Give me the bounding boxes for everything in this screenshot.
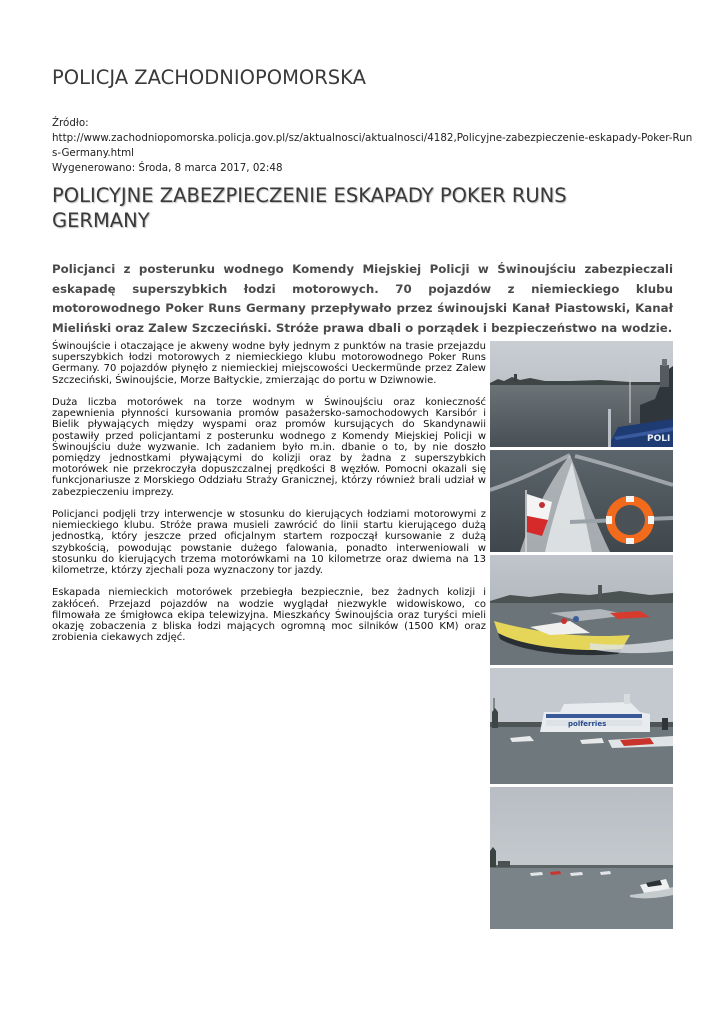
boat-wake-photo — [490, 450, 673, 552]
police-boat-photo — [490, 341, 673, 447]
source-url-line1[interactable]: http://www.zachodniopomorska.policja.gov.pl/sz/aktualnosci/aktualnosci/4182,Policyjne-zabezpieczenie-eskapady-Poker-Run — [52, 132, 693, 144]
article-paragraph-1: Świnoujście i otaczające je akweny wodne były jednym z punktów na trasie przejazdu superszybkich łodzi motorowych z niemieckiego klubu motorowodnego Poker Runs Germany. 70 pojazdów płynęło z niemieckiej miejscowości Ueckermünde przez Zalew Szczeciński, Świnoujście, Morze Bałtyckie, zmierzając do portu w Dziwnowie. — [52, 341, 486, 386]
article-title: POLICYJNE ZABEZPIECZENIE ESKAPADY POKER RUNS GERMANY — [52, 184, 567, 232]
police-boat-lettering — [647, 434, 670, 444]
speedboat-photo — [490, 555, 673, 665]
source-url-line2[interactable]: s-Germany.html — [52, 147, 135, 159]
source-url[interactable] — [52, 131, 693, 161]
svg-text:polferries: polferries — [568, 720, 607, 728]
article-body — [52, 341, 486, 655]
article-paragraph-3: Policjanci podjęli trzy interwencje w stosunku do kierujących łodziami motorowymi z niemieckiego klubu. Stróże prawa musieli zawrócić do linii startu kierującego dużą jednostką, który jeszcze przed oficjalnym startem rozpoczął kursowanie z dużą szybkością, powodując powstanie dużego falowania, ponadto interweniowali w stosunku do kierujących trzema motorówkami na 10 kilometrze oraz dwiema na 13 kilometrze, którzy zjechali poza wyznaczony tor jazdy. — [52, 509, 486, 577]
source-meta — [52, 116, 693, 176]
site-title: POLICJA ZACHODNIOPOMORSKA — [52, 66, 366, 89]
article-paragraph-2: Duża liczba motorówek na torze wodnym w Świnoujściu oraz konieczność zapewnienia płynności kursowania promów pasażersko-samochodowych Karsibór i Bielik pływających między wyspami oraz promów kursujących do Skandynawii postawiły przed policjantami z posterunku wodnego z Komendy Miejskiej Policji w Świnoujściu duże wyzwanie. Ich zadaniem było m.in. dbanie o to, by nie doszło pomiędzy jednostkami pływającymi do kolizji oraz by żadna z superszybkich motorówek nie przekroczyła dopuszczalnej prędkości 8 węzłów. Pomocni okazali się funkcjonariusze z Morskiego Oddziału Straży Granicznej, którzy również brali udział w zabezpieczeniu imprezy. — [52, 397, 486, 498]
generated-date: Wygenerowano: Środa, 8 marca 2017, 02:48 — [52, 162, 283, 174]
article-paragraph-4: Eskapada niemieckich motorówek przebiegła bezpiecznie, bez żadnych kolizji i zakłóceń. Przejazd pojazdów na wodzie wyglądał niezwykle widowiskowo, co filmowała ze śmigłowca ekipa telewizyjna. Mieszkańcy Świnoujścia oraz turyści mieli okazję zobaczenia z bliska łodzi mających ogromną moc silników (1500 KM) oraz zrobienia ciekawych zdjęć. — [52, 587, 486, 644]
photo-column — [490, 341, 673, 932]
ferry-lettering — [568, 720, 606, 728]
svg-text:POLI: POLI — [647, 434, 671, 444]
article-lead: Policjanci z posterunku wodnego Komendy Miejskiej Policji w Świnoujściu zabezpieczali eskapadę superszybkich łodzi motorowych. 70 pojazdów z niemieckiego klubu motorowodnego Poker Runs Germany przepływało przez świnoujski Kanał Piastowski, Kanał Mieliński oraz Zalew Szczeciński. Stróże prawa dbali o porządek i bezpieczeństwo na wodzie. — [52, 262, 673, 335]
ferry-photo — [490, 668, 673, 784]
source-label: Źródło: — [52, 117, 89, 129]
boats-at-sea-photo — [490, 787, 673, 929]
